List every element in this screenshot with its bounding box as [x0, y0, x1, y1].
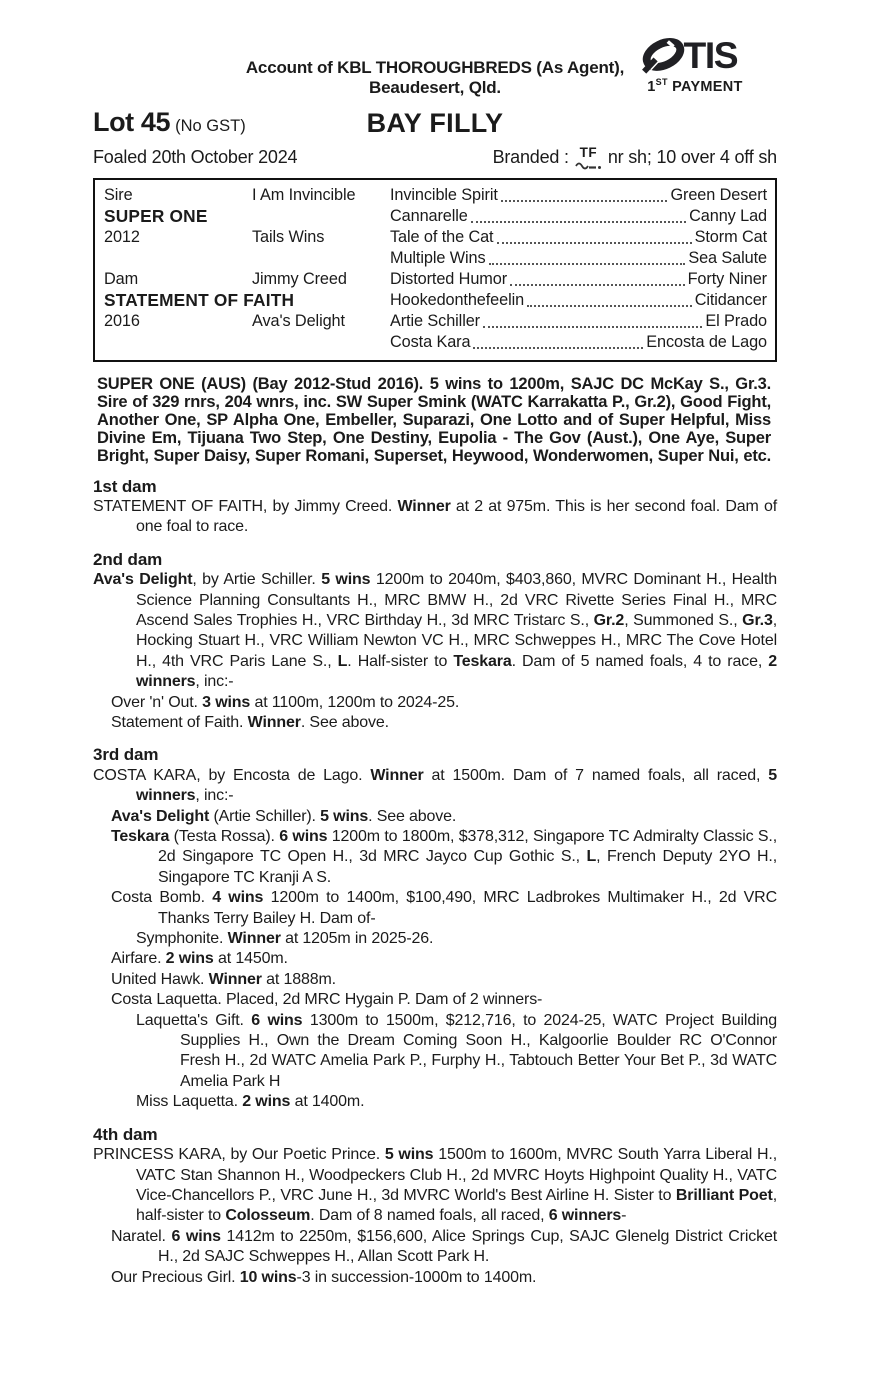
pedigree-cell-ancestor: 2012	[104, 227, 140, 246]
pedigree-cell-ancestor: Dam	[104, 269, 139, 288]
qtis-logo-text: TIS	[683, 34, 738, 74]
brand-squiggle-icon	[575, 161, 602, 170]
pedigree-paragraph: Naratel. 6 wins 1412m to 2250m, $156,600, Alice Springs Cup, SAJC Glenelg District Cricket H., 2d SAJC Schweppes H., Allan Scott Park H.	[111, 1227, 777, 1266]
lot-label: Lot 45	[93, 107, 171, 137]
pedigree-cell-parent	[252, 248, 390, 269]
dot-leader	[471, 221, 686, 223]
pedigree-cell-grandparents	[390, 185, 767, 206]
grandparent-name: Cannarelle	[390, 206, 468, 225]
dot-leader	[527, 305, 692, 307]
dam-section-heading: 2nd dam	[93, 549, 163, 569]
qtis-logo-icon	[642, 32, 748, 74]
great-grandparent-name: Forty Niner	[687, 269, 767, 288]
payment-word: PAYMENT	[667, 79, 743, 95]
grandparent-name: Costa Kara	[390, 332, 471, 351]
foaled-date: Foaled 20th October 2024	[93, 146, 298, 167]
great-grandparent-name: Storm Cat	[694, 227, 767, 246]
pedigree-cell-ancestor: SUPER ONE	[104, 205, 208, 226]
qtis-logo	[641, 32, 749, 95]
dot-leader	[510, 284, 685, 286]
pedigree-cell-grandparents	[390, 311, 767, 332]
pedigree-cell-parent: Ava's Delight	[252, 311, 345, 330]
pedigree-cell-ancestor: STATEMENT OF FAITH	[104, 289, 295, 310]
great-grandparent-name: Canny Lad	[689, 206, 767, 225]
pedigree-paragraph: PRINCESS KARA, by Our Poetic Prince. 5 wins 1500m to 1600m, MVRC South Yarra Liberal H., VATC Stan Shannon H., Woodpeckers Club H., 2d MVRC Hoyts Highpoint Quality H., VATC Vice-Chancellors P., VRC June H., 3d MVRC World's Best Airline H. Sister to Brilliant Poet, half-sister to Colosseum. Dam of 8 named foals, all raced, 6 winners-	[93, 1146, 777, 1225]
payment-number: 1	[647, 79, 656, 95]
horse-title: BAY FILLY	[366, 108, 504, 138]
grandparent-name: Tale of the Cat	[390, 227, 494, 246]
pedigree-paragraph: Ava's Delight (Artie Schiller). 5 wins. See above.	[111, 807, 457, 825]
pedigree-cell-grandparents	[390, 269, 767, 290]
branded-description: nr sh; 10 over 4 off sh	[607, 146, 777, 167]
gst-note: (No GST)	[175, 117, 246, 135]
brand-details	[493, 144, 777, 168]
pedigree-cell-parent	[252, 290, 390, 311]
grandparent-name: Invincible Spirit	[390, 185, 498, 204]
grandparent-name: Multiple Wins	[390, 248, 486, 267]
pedigree-paragraph: Miss Laquetta. 2 wins at 1400m.	[136, 1093, 365, 1111]
branded-label: Branded :	[492, 146, 569, 167]
pedigree-paragraph: United Hawk. Winner at 1888m.	[111, 970, 336, 988]
pedigree-paragraph: Our Precious Girl. 10 wins-3 in succession-1000m to 1400m.	[111, 1268, 537, 1286]
pedigree-cell-parent: Tails Wins	[252, 227, 325, 246]
pedigree-cell-ancestor	[104, 248, 252, 269]
sub-bar	[93, 144, 777, 168]
brand-mark	[575, 146, 602, 170]
pedigree-paragraph: Costa Bomb. 4 wins 1200m to 1400m, $100,490, MRC Ladbrokes Multimaker H., 2d VRC Thanks Terry Bailey H. Dam of-	[111, 889, 777, 927]
pedigree-cell-grandparents	[390, 206, 767, 227]
pedigree-paragraph: STATEMENT OF FAITH, by Jimmy Creed. Winner at 2 at 975m. This is her second foal. Dam of one foal to race.	[93, 497, 777, 536]
dam-section-heading: 3rd dam	[93, 745, 159, 765]
pedigree-cell-ancestor	[104, 332, 252, 353]
pedigree-paragraph: Ava's Delight, by Artie Schiller. 5 wins 1200m to 2040m, $403,860, MVRC Dominant H., Health Science Planning Consultants H., MRC BMW H., 2d VRC Rivette Series Final H., MRC Ascend Sales Trophies H., VRC Birthday H., 3d MRC Tristarc S., Gr.2, Summoned S., Gr.3, Hocking Stuart H., VRC William Newton VC H., MRC Schweppes H., MRC The Cove Hotel H., 4th VRC Paris Lane S., L. Half-sister to Teskara. Dam of 5 named foals, 4 to race, 2 winners, inc:-	[93, 571, 777, 691]
dot-leader	[497, 242, 692, 244]
payment-ordinal: ST	[655, 77, 668, 87]
dot-leader	[489, 263, 686, 265]
great-grandparent-name: Citidancer	[694, 290, 767, 309]
pedigree-cell-grandparents	[390, 332, 767, 353]
pedigree-cell-grandparents	[390, 290, 767, 311]
pedigree-cell-parent: Jimmy Creed	[252, 269, 347, 288]
great-grandparent-name: El Prado	[705, 311, 767, 330]
dot-leader	[501, 200, 668, 202]
dot-leader	[483, 326, 702, 328]
great-grandparent-name: Encosta de Lago	[646, 332, 767, 351]
pedigree-paragraph: Symphonite. Winner at 1205m in 2025-26.	[136, 930, 434, 948]
pedigree-paragraph: Laquetta's Gift. 6 wins 1300m to 1500m, $212,716, to 2024-25, WATC Project Building Supplies H., Own the Dream Coming Soon H., Kalgoorlie Boulder RC O'Connor Fresh H., 2d WATC Amelia Park P., Furphy H., Tabtouch Better Your Bet P., 3d WATC Amelia Park H	[136, 1011, 777, 1090]
dam-section-heading: 1st dam	[93, 476, 157, 496]
pedigree-cell-parent: I Am Invincible	[252, 185, 356, 204]
brand-mark-letters: TF	[579, 145, 598, 160]
pedigree-cell-ancestor: 2016	[104, 311, 140, 330]
title-bar	[93, 107, 777, 139]
vendor-account-line2: Beaudesert, Qld.	[369, 78, 501, 97]
qtis-payment-label	[641, 77, 749, 95]
sire-summary: SUPER ONE (AUS) (Bay 2012-Stud 2016). 5 wins to 1200m, SAJC DC McKay S., Gr.3. Sire of 329 rnrs, 204 wnrs, inc. SW Super Smink (WATC Karrakatta P., Gr.2), Good Fight, Another One, SP Alpha One, Embeller, Suparazi, One Lotto and of Super Helpful, Miss Divine Em, Tijuana Two Step, One Destiny, Eupolia - The Gov (Aust.), One Aye, Super Bright, Super Daisy, Super Romani, Superset, Heywood, Wonderwomen, Super Nui, etc.	[97, 374, 771, 465]
pedigree-paragraph: COSTA KARA, by Encosta de Lago. Winner at 1500m. Dam of 7 named foals, all raced, 5 winners, inc:-	[93, 766, 778, 805]
grandparent-name: Artie Schiller	[390, 311, 480, 330]
page-header	[93, 0, 777, 168]
great-grandparent-name: Sea Salute	[688, 248, 767, 267]
dot-leader	[473, 347, 643, 349]
great-grandparent-name: Green Desert	[670, 185, 767, 204]
pedigree-paragraph: Costa Laquetta. Placed, 2d MRC Hygain P. Dam of 2 winners-	[111, 991, 543, 1009]
pedigree-cell-ancestor: Sire	[104, 185, 133, 204]
pedigree-paragraph: Over 'n' Out. 3 wins at 1100m, 1200m to 2024-25.	[111, 693, 460, 711]
pedigree-paragraph: Teskara (Testa Rossa). 6 wins 1200m to 1800m, $378,312, Singapore TC Admiralty Classic S., 2d Singapore TC Open H., 3d MRC Jayco Cup Gothic S., L, French Deputy 2YO H., Singapore TC Kranji A S.	[111, 828, 777, 886]
pedigree-cell-grandparents	[390, 227, 767, 248]
pedigree-cell-parent	[252, 206, 390, 227]
pedigree-table	[93, 178, 777, 362]
grandparent-name: Hookedonthefeelin	[390, 290, 525, 309]
pedigree-cell-parent	[252, 332, 390, 353]
dam-section-heading: 4th dam	[93, 1124, 158, 1144]
dam-sections	[93, 477, 777, 1288]
pedigree-paragraph: Airfare. 2 wins at 1450m.	[111, 950, 288, 968]
pedigree-paragraph: Statement of Faith. Winner. See above.	[111, 713, 389, 731]
vendor-account-line1: Account of KBL THOROUGHBREDS (As Agent),	[245, 58, 625, 77]
grandparent-name: Distorted Humor	[390, 269, 508, 288]
lot-number	[93, 107, 246, 138]
pedigree-cell-grandparents	[390, 248, 767, 269]
